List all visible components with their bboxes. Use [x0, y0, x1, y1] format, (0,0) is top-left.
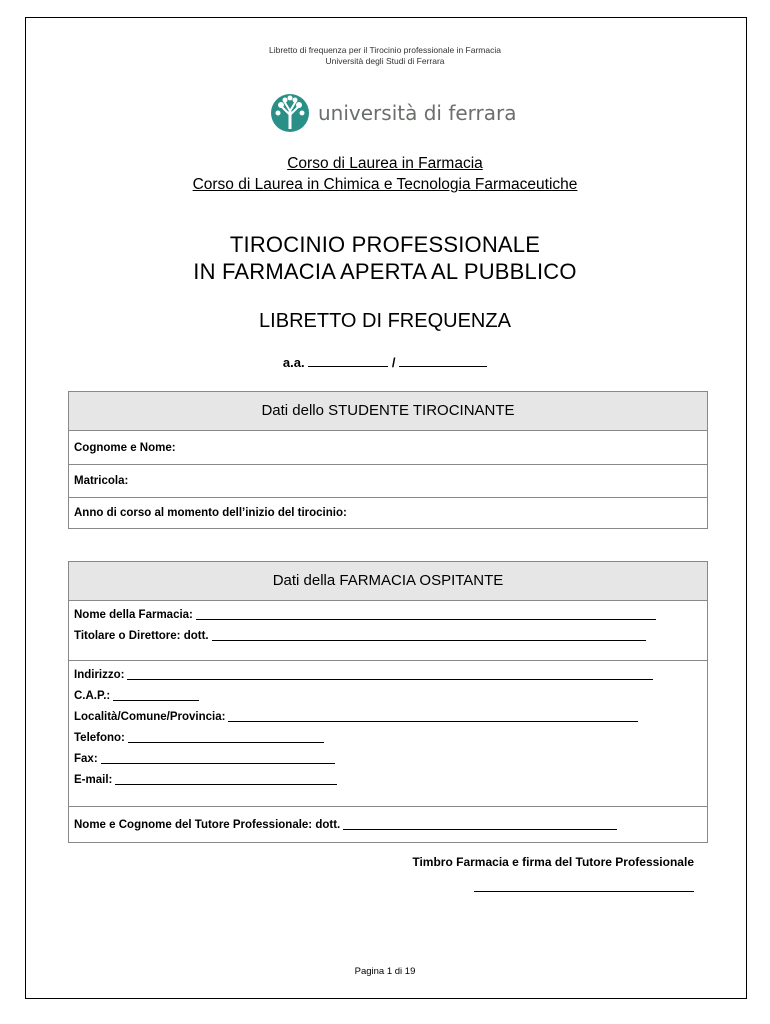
student-name-field[interactable]: Cognome e Nome:: [74, 441, 176, 454]
academic-year-label: a.a.: [282, 355, 305, 370]
pharmacy-box: [68, 561, 708, 843]
phone-field[interactable]: Telefono:: [69, 727, 707, 748]
course-line-2: Corso di Laurea in Chimica e Tecnologia Farmaceutiche: [192, 176, 578, 193]
pharmacy-owner-field[interactable]: Titolare o Direttore: dott.: [69, 625, 707, 646]
title-line-2: IN FARMACIA APERTA AL PUBBLICO: [193, 259, 577, 284]
tutor-field[interactable]: Nome e Cognome del Tutore Professionale: dott.: [69, 806, 707, 842]
subtitle: LIBRETTO DI FREQUENZA: [259, 310, 511, 332]
fax-blank[interactable]: [101, 753, 335, 764]
locality-field[interactable]: Località/Comune/Provincia:: [69, 706, 707, 727]
stamp-label: Timbro Farmacia e firma del Tutore Professionale: [412, 855, 694, 869]
fax-field[interactable]: Fax:: [69, 748, 707, 769]
header-line-1: Libretto di frequenza per il Tirocinio professionale in Farmacia: [269, 45, 501, 55]
pharmacy-name-field[interactable]: Nome della Farmacia:: [69, 604, 707, 625]
locality-blank[interactable]: [228, 711, 638, 722]
pharmacy-box-heading: Dati della FARMACIA OSPITANTE: [69, 562, 707, 601]
phone-blank[interactable]: [128, 732, 324, 743]
tree-logo-icon: [270, 93, 310, 133]
academic-year-separator: /: [391, 355, 396, 370]
email-field[interactable]: E-mail:: [69, 769, 707, 790]
signature-line[interactable]: [474, 891, 694, 892]
title-line-1: TIROCINIO PROFESSIONALE: [229, 232, 541, 257]
student-year-field[interactable]: Anno di corso al momento dell’inizio del tirocinio:: [69, 497, 707, 528]
cap-blank[interactable]: [113, 690, 199, 701]
header-line-2: Università degli Studi di Ferrara: [325, 56, 445, 66]
student-box: [68, 391, 708, 529]
year-start-blank[interactable]: [308, 355, 388, 367]
academic-year: [0, 355, 770, 370]
logo-text: università di ferrara: [318, 101, 517, 125]
university-logo: [270, 93, 530, 133]
page-number: Pagina 1 di 19: [354, 966, 416, 977]
email-blank[interactable]: [115, 774, 337, 785]
year-end-blank[interactable]: [399, 355, 487, 367]
pharmacy-contact-group: [69, 660, 707, 806]
pharmacy-identity-group: [69, 601, 707, 660]
student-box-heading: Dati dello STUDENTE TIROCINANTE: [69, 392, 707, 431]
student-matricola-field[interactable]: Matricola:: [69, 464, 707, 497]
pharmacy-name-blank[interactable]: [196, 609, 656, 620]
address-field[interactable]: Indirizzo:: [69, 664, 707, 685]
pharmacy-owner-blank[interactable]: [212, 630, 646, 641]
tutor-blank[interactable]: [343, 819, 617, 830]
cap-field[interactable]: C.A.P.:: [69, 685, 707, 706]
course-line-1: Corso di Laurea in Farmacia: [287, 155, 483, 172]
address-blank[interactable]: [127, 669, 653, 680]
